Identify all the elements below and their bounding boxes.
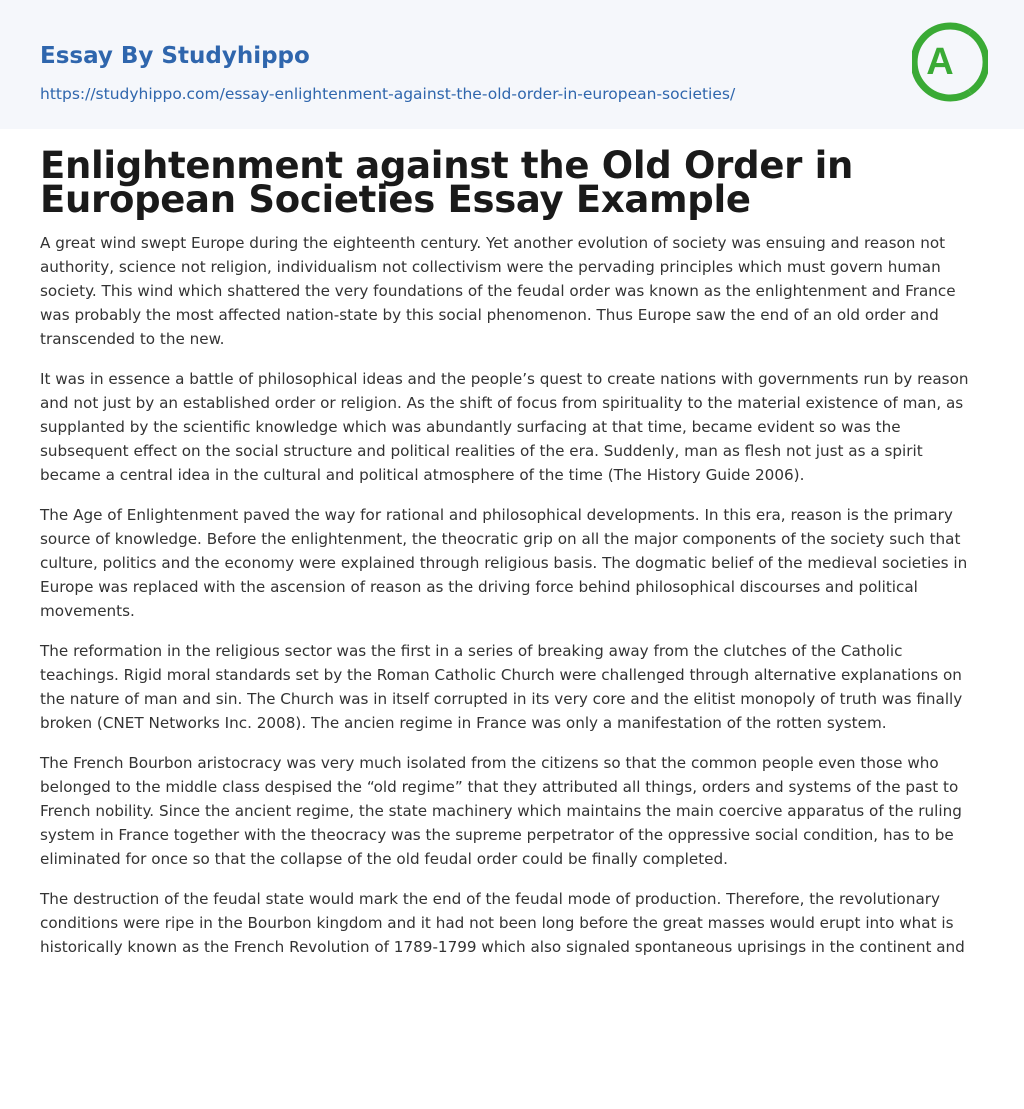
source-url-link[interactable]: https://studyhippo.com/essay-enlightenment-against-the-old-order-in-european-societies/ xyxy=(40,85,736,103)
article xyxy=(0,129,1024,959)
paragraph-6: The destruction of the feudal state would mark the end of the feudal mode of production. Therefore, the revolutionary conditions were ripe in the Bourbon kingdom and it had not been long before the great masses would erupt into what is historically known as the French Revolution of 1789-1799 which also signaled spontaneous uprisings in the continent and xyxy=(40,890,965,956)
site-header xyxy=(0,0,1024,129)
paragraph-2: It was in essence a battle of philosophical ideas and the people’s quest to create nations with governments run by reason and not just by an established order or religion. As the shift of focus from spirituality to the material existence of man, as supplanted by the scientific knowledge which was abundantly surfacing at that time, became evident so was the subsequent effect on the social structure and political realities of the era. Suddenly, man as flesh not just as a spirit became a central idea in the cultural and political atmosphere of the time (The History Guide 2006). xyxy=(40,370,969,484)
article-body xyxy=(40,231,984,959)
paragraph-1: A great wind swept Europe during the eighteenth century. Yet another evolution of society was ensuing and reason not authority, science not religion, individualism not collectivism were the pervading principles which must govern human society. This wind which shattered the very foundations of the feudal order was known as the enlightenment and France was probably the most affected nation-state by this social phenomenon. Thus Europe saw the end of an old order and transcended to the new. xyxy=(40,234,956,348)
studyhippo-logo-icon[interactable] xyxy=(912,18,988,106)
article-title: Enlightenment against the Old Order in European Societies Essay Example xyxy=(40,144,854,221)
paragraph-3: The Age of Enlightenment paved the way for rational and philosophical developments. In this era, reason is the primary source of knowledge. Before the enlightenment, the theocratic grip on all the major components of the society such that culture, politics and the economy were explained through religious basis. The dogmatic belief of the medieval societies in Europe was replaced with the ascension of reason as the driving force behind philosophical discourses and political movements. xyxy=(40,506,968,620)
paragraph-5: The French Bourbon aristocracy was very much isolated from the citizens so that the common people even those who belonged to the middle class despised the “old regime” that they attributed all things, orders and systems of the past to French nobility. Since the ancient regime, the state machinery which maintains the main coercive apparatus of the ruling system in France together with the theocracy was the supreme perpetrator of the oppressive social condition, has to be eliminated for once so that the collapse of the old feudal order could be finally completed. xyxy=(40,754,962,868)
paragraph-4: The reformation in the religious sector was the first in a series of breaking away from the clutches of the Catholic teachings. Rigid moral standards set by the Roman Catholic Church were challenged through alternative explanations on the nature of man and sin. The Church was in itself corrupted in its very core and the elitist monopoly of truth was finally broken (CNET Networks Inc. 2008). The ancien regime in France was only a manifestation of the rotten system. xyxy=(40,642,963,732)
site-brand[interactable]: Essay By Studyhippo xyxy=(40,43,310,69)
logo-letter: A xyxy=(926,41,954,83)
